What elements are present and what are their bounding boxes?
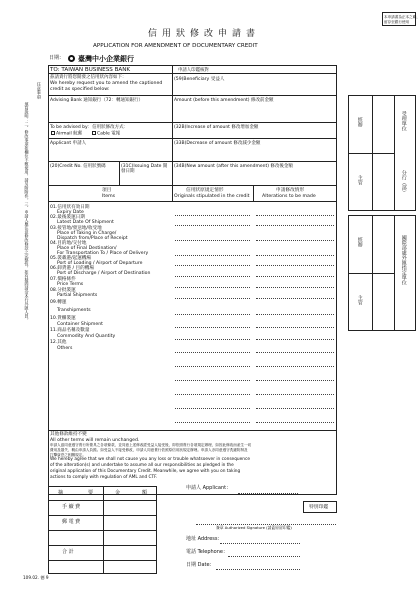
fee-row-handling: 手 續 費 xyxy=(62,504,81,510)
approval-2-unit: 國際部處外匯指定單位 xyxy=(400,235,407,285)
item-03-en-2: Dispatch from/Place of Receipt xyxy=(57,236,128,241)
declaration-line-4: We hereby agree that we shall not cause you any loss or trouble whatsoever in consequence xyxy=(50,457,251,462)
cable-label: Cable 電報 xyxy=(97,131,121,137)
form-title-zh: 信用狀修改申請書 xyxy=(148,29,261,39)
decrease-label: (33B)Decrease of amount 修改減少金額 xyxy=(174,141,261,146)
applicant-field-label: 申請人 Applicant： xyxy=(186,485,232,491)
telephone-line[interactable] xyxy=(228,556,300,557)
applicant-label: Applicant 申請人 xyxy=(50,141,87,146)
request-en-line-2: credit as specified below: xyxy=(50,87,110,92)
date-label: 日期： xyxy=(49,55,65,61)
item-04-zh: 04.目的地/交付地 xyxy=(50,241,87,246)
address-line[interactable] xyxy=(220,543,300,544)
item-12-en: Others xyxy=(57,346,73,351)
declaration-line-6: original application of this Documentary Credit. Meanwhile, we agree with you on taking xyxy=(50,469,241,474)
applicant-field-line[interactable] xyxy=(238,493,298,494)
approval-2-clerk: 經辦 xyxy=(356,237,363,247)
cable-option[interactable] xyxy=(92,131,120,137)
other-terms-en: All other terms will remain unchanged. xyxy=(50,437,140,443)
other-terms-zh: 其他條款維持不變 xyxy=(50,432,87,437)
airmail-option[interactable] xyxy=(51,131,82,137)
item-08-en: Partial Shipments xyxy=(57,293,98,298)
telephone-label: 電話 Telephone： xyxy=(186,549,228,555)
form-code: 109.02. 德 9 xyxy=(23,575,49,580)
item-09-zh: 09.轉運 xyxy=(50,300,67,305)
approval-1-clerk: 經辦 xyxy=(356,117,363,127)
item-10-en: Container Shipment xyxy=(57,322,103,327)
item-02-zh: 02.最後裝運日期 xyxy=(50,215,85,220)
airmail-checkbox[interactable] xyxy=(51,131,55,135)
declaration-line-1: 申請人茲同意遵守貴行所簽具之各項條款，並同意上述修改經受益人接受後，即依照貴行各項規定辦理，如因此修改而產生一切 xyxy=(50,443,252,447)
item-04-en-2: For Transportation To / Place of Delivery xyxy=(57,251,149,256)
item-10-zh: 10.貨櫃裝運 xyxy=(50,316,76,321)
declaration-line-5: of the alteration(s) and undertake to assume all our responsibilities as pledged in the xyxy=(50,463,234,468)
increase-label: (32B)Increase of amount 修改增加金額 xyxy=(174,125,259,130)
to-bank: TO: TAIWAN BUSINESS BANK xyxy=(50,67,131,73)
bank-logo-icon xyxy=(68,55,75,62)
col-alter-zh: 申請修改情形 xyxy=(276,188,305,193)
amount-before-label: Amount (before this amendment) 修改前金額 xyxy=(174,98,274,103)
declaration-line-2: 費用及損失，概由申請人負擔。如受益人不接受修改，申請人同意貴行依照原信用狀規定辦理。申請人亦同意遵守洗錢防制及 xyxy=(50,448,248,452)
item-04-en: Place of Final Destination/ xyxy=(57,246,117,251)
approval-1-branch: 分行（部） xyxy=(400,170,407,195)
item-07-en: Price Terms xyxy=(57,282,84,287)
fee-header-2: 要 xyxy=(88,490,94,496)
item-08-zh: 08.分批裝運 xyxy=(50,288,76,293)
request-zh: 茲請貴行將您開發之信用狀內容如下： xyxy=(50,75,127,80)
bank-name: 臺灣中小企業銀行 xyxy=(78,54,134,63)
fee-header-4: 額 xyxy=(142,490,148,496)
airmail-label: Airmail 航郵 xyxy=(56,131,83,137)
col-orig-zh: 信用狀原規定情形 xyxy=(186,188,224,193)
fee-row-postage: 郵 電 費 xyxy=(62,519,81,525)
corner-note-box xyxy=(382,12,420,26)
date-field-label: 日期 Date： xyxy=(186,562,215,568)
item-05-zh: 05.裝載港/起運機場 xyxy=(50,256,92,261)
col-alter-en: Alterations to be made xyxy=(262,194,316,199)
special-seal-label: 特別印鑑 xyxy=(309,505,329,510)
col-items-zh: 項目 xyxy=(102,188,112,193)
item-06-zh: 06.卸貨港 / 目的機場 xyxy=(50,266,94,271)
special-seal-box[interactable] xyxy=(303,501,337,513)
item-11-zh: 11.商品名稱及數量 xyxy=(50,328,90,333)
declaration-line-3: 打擊資恐之相關規定。 xyxy=(50,453,86,457)
left-margin-note: 填寫說明：二、修改事項如欄位不敷使用，請另附附件。三、申請人應注意修改條款之完整性，如有疑問請洽本行外匯人員。 xyxy=(24,102,30,322)
cable-checkbox[interactable] xyxy=(92,131,96,135)
item-02-en: Latest Date Of Shipment xyxy=(57,220,114,225)
issuing-date-label: (31C)Issuing Date 開發日期 xyxy=(121,164,168,175)
fee-header-3: 金 xyxy=(115,490,121,496)
item-01-en: Expiry Date xyxy=(57,210,84,215)
item-03-zh: 03.接管地/發送地/收受地 xyxy=(50,226,102,231)
fee-header-1: 摘 xyxy=(58,490,64,496)
item-12-zh: 12.其他 xyxy=(50,340,67,345)
corner-note-line-1: 本申請書為正本之聯， xyxy=(384,14,420,19)
advising-bank-label: Advising Bank 通知銀行（72：轉通知銀行） xyxy=(50,98,143,103)
applicant-sign-label: 申請人印鑑核對 xyxy=(178,67,209,73)
item-06-en: Port of Discharge / Airport of Destination xyxy=(57,271,151,276)
col-orig-en: Originals stipulated in the credit xyxy=(174,194,250,199)
left-margin-head: 注意事項 xyxy=(36,82,42,99)
item-05-en: Port of Loading / Airport of Departure xyxy=(57,261,143,266)
request-en-line-1: We hereby request you to amend the captioned xyxy=(50,81,163,86)
declaration-line-7: actions to comply with regulation of AML and CTF. xyxy=(50,475,158,480)
new-amount-label: (34B)New amount (after this amendment) 修改後金額 xyxy=(174,164,293,169)
item-03-en: Place of Taking in Charge/ xyxy=(57,231,117,236)
item-01-zh: 01.信用狀有效日期 xyxy=(50,205,90,210)
approval-1-supervisor: 主管 xyxy=(356,175,363,185)
item-09-en: Transhipments xyxy=(57,308,91,313)
address-label: 地址 Address： xyxy=(186,536,223,542)
credit-no-label: (20)Credit No. 信用狀號碼 xyxy=(50,164,106,169)
approval-2-supervisor: 主管 xyxy=(356,295,363,305)
date-line[interactable] xyxy=(216,569,300,570)
approval-1-unit: 受理單位 xyxy=(400,111,407,131)
advised-by-label: To be advised by：信用狀修改方式： xyxy=(50,124,129,130)
corner-note-line-2: 留存至銀行使用 xyxy=(384,20,410,24)
col-items-en: Items xyxy=(102,194,116,199)
beneficiary-label: (59)Beneficiary 受益人 xyxy=(174,77,225,82)
fee-row-total: 合 計 xyxy=(62,549,74,555)
form-title-en: APPLICATION FOR AMENDMENT OF DOCUMENTARY CREDIT xyxy=(93,43,258,49)
item-11-en: Commodity And Quantity xyxy=(57,334,116,339)
authorized-signature: 簽章 Authorized Signature (請蓋原留印鑑) xyxy=(216,525,292,530)
item-07-zh: 07.價格條件 xyxy=(50,277,76,282)
